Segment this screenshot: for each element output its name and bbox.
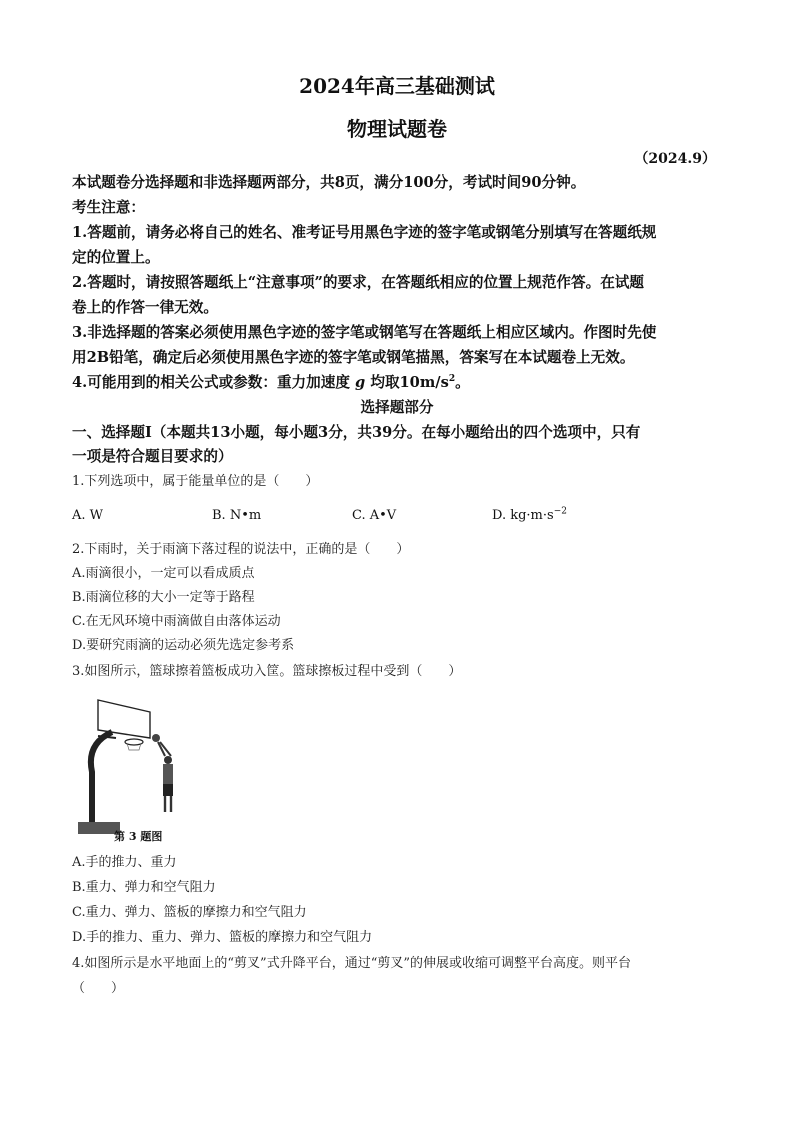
q1-option-d-exponent: −2 [553, 506, 567, 517]
q3-option-d: D.手的推力、重力、弹力、篮板的摩擦力和空气阻力 [72, 930, 373, 945]
notice-line-4 [72, 373, 722, 393]
exam-subtitle: 物理试题卷 [347, 117, 447, 141]
q1-stem: 1.下列选项中，属于能量单位的是（ ） [72, 474, 319, 489]
player-torso [163, 764, 173, 784]
exam-title: 2024年高三基础测试 [299, 74, 495, 98]
q1-option-c: C. A•V [352, 508, 397, 523]
basketball [152, 734, 160, 742]
notice-line: 2.答题时，请按照答题纸上“注意事项”的要求，在答题纸相应的位置上规范作答。在试题 [72, 274, 644, 291]
section-title: 选择题部分 [360, 399, 434, 416]
part1-instructions: 一项是符合题目要求的） [72, 448, 233, 465]
figure-caption: 第 3 题图 [114, 830, 163, 843]
hoop [125, 739, 143, 745]
notice4-end: 。 [455, 374, 470, 391]
q2-option-a: A.雨滴很小，一定可以看成质点 [72, 566, 255, 581]
notice4-exponent: 2 [448, 374, 456, 385]
part1-instructions: 一、选择题Ⅰ（本题共13小题，每小题3分，共39分。在每小题给出的四个选项中，只有 [72, 424, 641, 441]
gravity-symbol: g [355, 374, 366, 391]
notice-line: 用2B铅笔，确定后必须使用黑色字迹的签字笔或钢笔描黑，答案写在本试题卷上无效。 [72, 349, 635, 366]
notice-line: 卷上的作答一律无效。 [72, 299, 218, 316]
notice-heading: 考生注意： [72, 199, 145, 216]
player-shorts [163, 784, 173, 796]
q2-option-b: B.雨滴位移的大小一定等于路程 [72, 590, 255, 605]
q2-option-d: D.要研究雨滴的运动必须先选定参考系 [72, 638, 295, 653]
notice4-mid: 均取10m/s [370, 374, 449, 391]
q1-option-b: B. N•m [212, 508, 262, 523]
q4-stem-cont: （ ） [72, 981, 125, 996]
player-head [164, 756, 172, 764]
notice-line: 3.非选择题的答案必须使用黑色字迹的签字笔或钢笔写在答题纸上相应区域内。作图时先使 [72, 324, 657, 341]
notice-line: 定的位置上。 [72, 249, 160, 266]
q3-stem: 3.如图所示，篮球擦着篮板成功入筐。篮球擦板过程中受到（ ） [72, 664, 462, 679]
exam-date: （2024.9） [634, 151, 716, 167]
intro-text: 本试题卷分选择题和非选择题两部分，共8页，满分100分，考试时间90分钟。 [72, 174, 586, 191]
notice-line: 1.答题前，请务必将自己的姓名、准考证号用黑色字迹的签字笔或钢笔分别填写在答题纸规 [72, 224, 657, 241]
hoop-pole [91, 732, 112, 828]
q1-option-d [492, 508, 567, 523]
q2-stem: 2.下雨时，关于雨滴下落过程的说法中，正确的是（ ） [72, 542, 410, 557]
q3-option-a: A.手的推力、重力 [72, 855, 177, 870]
q3-option-c: C.重力、弹力、篮板的摩擦力和空气阻力 [72, 905, 307, 920]
q1-option-a: A. W [72, 508, 104, 523]
q1-option-d-text: D. kg·m·s [492, 508, 554, 523]
q4-stem: 4.如图所示是水平地面上的“剪叉”式升降平台，通过“剪叉”的伸展或收缩可调整平台高度。则平台 [72, 956, 631, 971]
notice4-prefix: 4.可能用到的相关公式或参数：重力加速度 [72, 374, 350, 391]
basketball-figure [72, 692, 182, 842]
q3-option-b: B.重力、弹力和空气阻力 [72, 880, 216, 895]
q2-option-c: C.在无风环境中雨滴做自由落体运动 [72, 614, 281, 629]
